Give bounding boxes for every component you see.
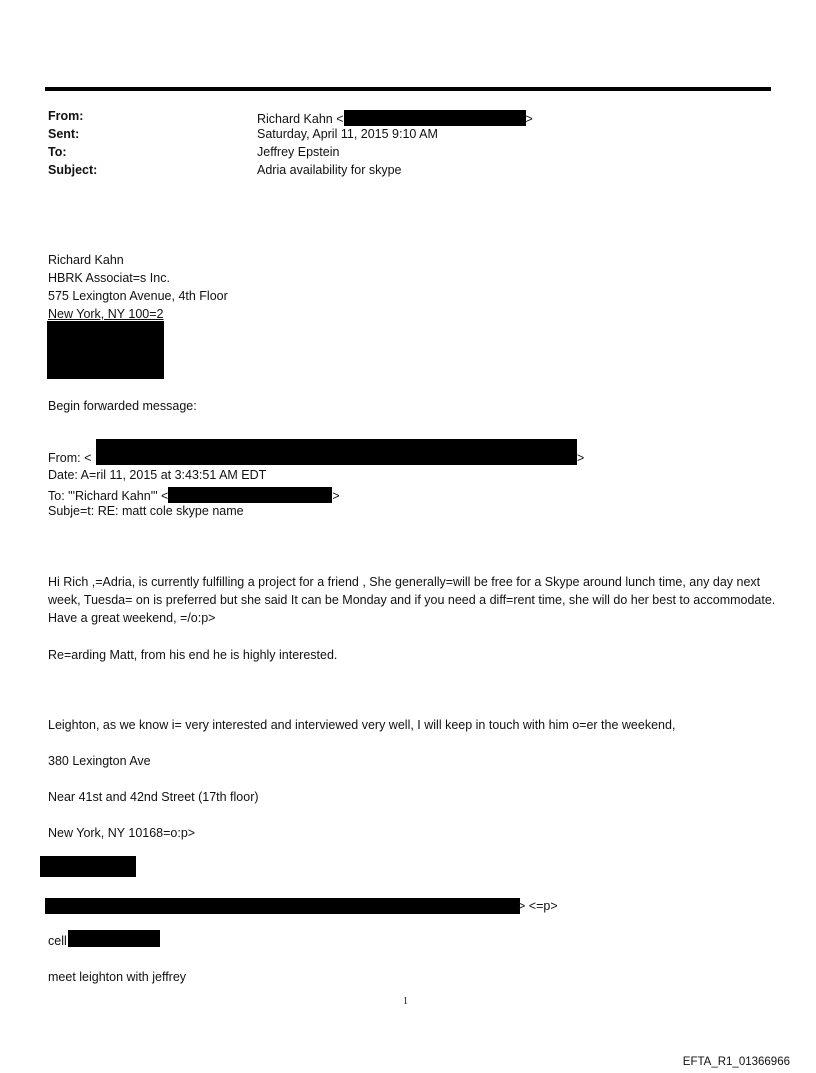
forward-subject: Subje=t: RE: matt cole skype name — [48, 504, 244, 518]
forward-intro: Begin forwarded message: — [48, 399, 197, 413]
signature-city: New York, NY 100=2 — [48, 307, 164, 321]
from-label: From: — [48, 109, 84, 123]
signature-company: HBRK Associat=s Inc. — [48, 271, 170, 285]
subject-label: Subject: — [48, 163, 98, 177]
forward-to-prefix: To: "'Richard Kahn'" < — [48, 489, 169, 503]
message-paragraph: Re=arding Matt, from his end he is highly interested. — [48, 648, 338, 662]
address-line: Near 41st and 42nd Street (17th floor) — [48, 790, 259, 804]
forward-from — [48, 449, 91, 467]
forward-from-close: > — [577, 451, 585, 465]
message-paragraph: Leighton, as we know i= very interested and interviewed very well, I will keep in touch with him o=er the weekend, — [48, 718, 676, 732]
message-paragraph: Hi Rich ,=Adria, is currently fulfilling a project for a friend , She generally=will be free for a Skype around lunch time, any day next week, Tuesda= on is preferred but she said It can be Monday and if you need a diff=rent time, she will do her best to accommodate. Have a great weekend, =/o:p> — [48, 575, 776, 625]
page-number: 1 — [403, 996, 408, 1007]
to-value: Jeffrey Epstein — [257, 145, 340, 159]
to-label: To: — [48, 145, 67, 159]
redaction-box — [45, 898, 520, 914]
redaction-box — [47, 321, 164, 379]
sent-label: Sent: — [48, 127, 80, 141]
subject-value: Adria availability for skype — [257, 163, 402, 177]
signature-address: 575 Lexington Avenue, 4th Floor — [48, 289, 228, 303]
redaction-box — [68, 930, 160, 947]
address-line: 380 Lexington Ave — [48, 754, 151, 768]
header-rule — [45, 87, 771, 91]
closing-line: meet leighton with jeffrey — [48, 970, 187, 984]
redaction-box — [168, 487, 332, 503]
address-line: New York, NY 10168=o:p> — [48, 826, 196, 840]
cell-label: cell — [48, 934, 67, 948]
signature-name: Richard Kahn — [48, 253, 124, 267]
from-close: > — [525, 112, 533, 126]
forward-date: Date: A=ril 11, 2015 at 3:43:51 AM EDT — [48, 468, 267, 482]
forward-from-prefix: From: < — [48, 451, 92, 465]
forward-to-close: > — [332, 489, 340, 503]
redaction-box — [96, 439, 577, 465]
from-name: Richard Kahn < — [257, 112, 344, 126]
redaction-box — [344, 110, 526, 126]
document-id: EFTA_R1_01366966 — [682, 1056, 790, 1068]
email-suffix: > <=p> — [518, 899, 558, 913]
redaction-box — [40, 856, 136, 877]
sent-value: Saturday, April 11, 2015 9:10 AM — [257, 127, 438, 141]
